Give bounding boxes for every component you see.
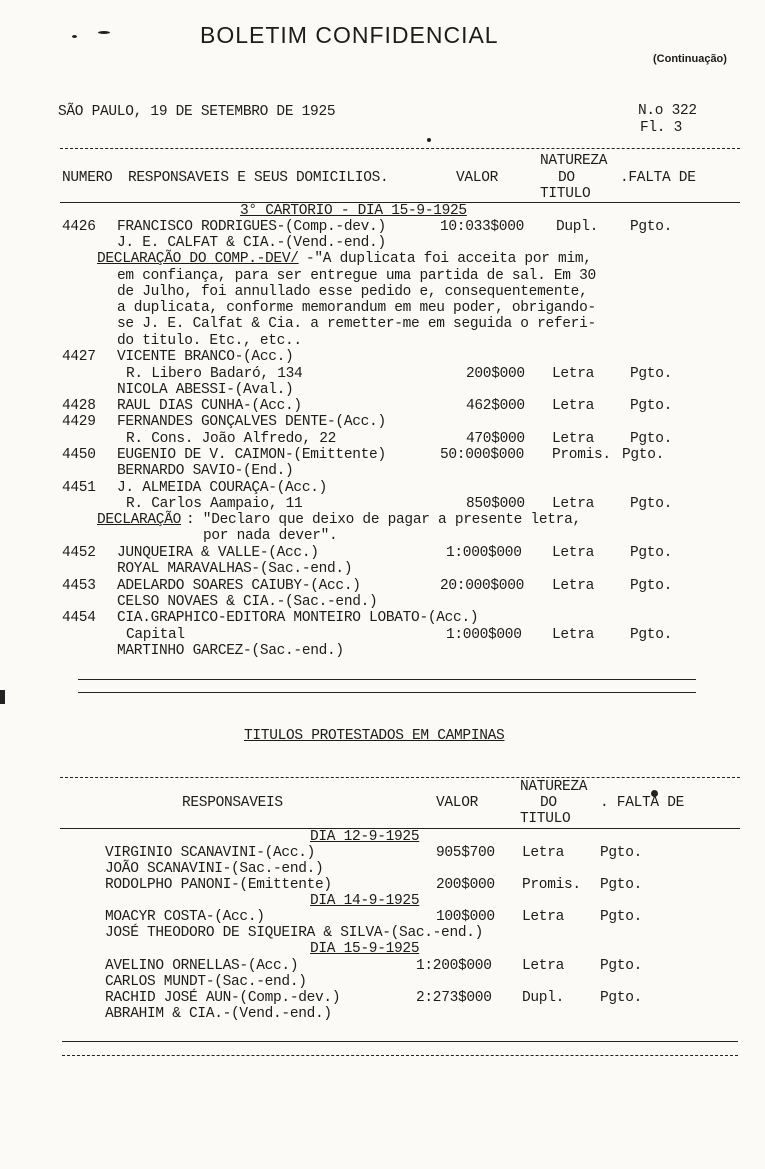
entry-falta: Pgto.	[630, 578, 673, 594]
entry-valor: 850$000	[466, 496, 525, 512]
ink-speck	[0, 690, 5, 704]
entry-text: RODOLPHO PANONI-(Emittente)	[105, 877, 332, 893]
col-valor: VALOR	[436, 795, 479, 811]
ink-speck	[98, 31, 110, 34]
entry-valor: 50:000$000	[440, 447, 525, 463]
entry-text: Capital	[126, 627, 185, 643]
section2-end-rule-dashed	[62, 1055, 738, 1056]
section2-top-rule	[60, 777, 740, 778]
top-rule	[60, 148, 740, 149]
col-natureza-2: DO	[558, 170, 575, 186]
entry-number: 4451	[62, 480, 96, 496]
entry-natureza: Promis.	[552, 447, 611, 463]
declaration-label: DECLARAÇÃO	[97, 512, 182, 528]
col-natureza-2: DO	[540, 795, 557, 811]
declaration-label: DECLARAÇÃO DO COMP.-DEV/	[97, 251, 299, 267]
entry-valor: 470$000	[466, 431, 525, 447]
entry-falta: Pgto.	[622, 447, 665, 463]
entry-text: FRANCISCO RODRIGUES-(Comp.-dev.)	[117, 219, 386, 235]
col-falta: .FALTA DE	[620, 170, 696, 186]
entry-falta: Pgto.	[630, 545, 673, 561]
entry-number: 4452	[62, 545, 96, 561]
entry-text: JOSÉ THEODORO DE SIQUEIRA & SILVA-(Sac.-end.)	[105, 925, 484, 941]
entry-natureza: Letra	[552, 578, 595, 594]
entry-number: 4428	[62, 398, 96, 414]
entry-text: VICENTE BRANCO-(Acc.)	[117, 349, 294, 365]
entry-falta: Pgto.	[600, 909, 643, 925]
entry-valor: 2:273$000	[416, 990, 492, 1006]
entry-number: 4427	[62, 349, 96, 365]
entry-text: R. Carlos Aampaio, 11	[126, 496, 303, 512]
entry-text: AVELINO ORNELLAS-(Acc.)	[105, 958, 299, 974]
entry-text: R. Libero Badaró, 134	[126, 366, 303, 382]
bulletin-number: N.o 322	[638, 103, 697, 119]
entry-natureza: Letra	[522, 958, 565, 974]
entry-falta: Pgto.	[600, 958, 643, 974]
entry-falta: Pgto.	[630, 431, 673, 447]
continuation-label: (Continuação)	[653, 53, 727, 65]
entry-falta: Pgto.	[600, 990, 643, 1006]
entry-text: CARLOS MUNDT-(Sac.-end.)	[105, 974, 307, 990]
declaration-text: em confiança, para ser entregue uma partida de sal. Em 30	[117, 268, 596, 284]
entry-falta: Pgto.	[630, 219, 673, 235]
entry-text: NICOLA ABESSI-(Aval.)	[117, 382, 294, 398]
col-natureza-3: TITULO	[540, 186, 591, 202]
entry-falta: Pgto.	[600, 845, 643, 861]
ink-speck	[72, 35, 77, 38]
cartorio-subheader: 3° CARTORIO - DIA 15-9-1925	[240, 203, 467, 219]
entry-text: JUNQUEIRA & VALLE-(Acc.)	[117, 545, 319, 561]
sheet-number: Fl. 3	[640, 120, 683, 136]
entry-natureza: Promis.	[522, 877, 581, 893]
entry-valor: 462$000	[466, 398, 525, 414]
entry-valor: 10:033$000	[440, 219, 525, 235]
col-responsaveis: RESPONSAVEIS E SEUS DOMICILIOS.	[128, 170, 389, 186]
document-title: BOLETIM CONFIDENCIAL	[200, 22, 499, 48]
entry-valor: 1:000$000	[446, 545, 522, 561]
col-falta: . FALTA DE	[600, 795, 685, 811]
date-subheader: DIA 14-9-1925	[310, 893, 420, 909]
entry-number: 4450	[62, 447, 96, 463]
entry-falta: Pgto.	[630, 366, 673, 382]
entry-text: ROYAL MARAVALHAS-(Sac.-end.)	[117, 561, 353, 577]
entry-text: BERNARDO SAVIO-(End.)	[117, 463, 294, 479]
entry-text: JOÃO SCANAVINI-(Sac.-end.)	[105, 861, 324, 877]
entry-falta: Pgto.	[630, 627, 673, 643]
entry-natureza: Letra	[552, 398, 595, 414]
entry-text: MOACYR COSTA-(Acc.)	[105, 909, 265, 925]
entry-number: 4426	[62, 219, 96, 235]
entry-text: CIA.GRAPHICO-EDITORA MONTEIRO LOBATO-(Acc.)	[117, 610, 479, 626]
entry-falta: Pgto.	[630, 398, 673, 414]
declaration-text: de Julho, foi annullado esse pedido e, consequentemente,	[117, 284, 588, 300]
entry-text: EUGENIO DE V. CAIMON-(Emittente)	[117, 447, 386, 463]
entry-text: VIRGINIO SCANAVINI-(Acc.)	[105, 845, 316, 861]
date-subheader: DIA 12-9-1925	[310, 829, 420, 845]
entry-natureza: Letra	[522, 909, 565, 925]
entry-valor: 1:200$000	[416, 958, 492, 974]
declaration-text: a duplicata, conforme memorandum em meu poder, obrigando-	[117, 300, 596, 316]
col-natureza-1: NATUREZA	[540, 153, 608, 169]
entry-valor: 1:000$000	[446, 627, 522, 643]
entry-natureza: Letra	[552, 545, 595, 561]
entry-text: ABRAHIM & CIA.-(Vend.-end.)	[105, 1006, 332, 1022]
declaration-text: se J. E. Calfat & Cia. a remetter-me em seguida o referi-	[117, 316, 596, 332]
entry-natureza: Dupl.	[556, 219, 599, 235]
col-natureza-1: NATUREZA	[520, 779, 588, 795]
entry-number: 4429	[62, 414, 96, 430]
date-line: SÃO PAULO, 19 DE SETEMBRO DE 1925	[58, 104, 336, 120]
ink-speck	[427, 138, 431, 142]
entry-valor: 100$000	[436, 909, 495, 925]
entry-valor: 20:000$000	[440, 578, 525, 594]
declaration-text: -"A duplicata foi acceita por mim,	[306, 251, 592, 267]
entry-text: J. E. CALFAT & CIA.-(Vend.-end.)	[117, 235, 386, 251]
section1-end-rule	[78, 679, 696, 680]
entry-valor: 905$700	[436, 845, 495, 861]
campinas-heading: TITULOS PROTESTADOS EM CAMPINAS	[244, 728, 505, 744]
entry-valor: 200$000	[466, 366, 525, 382]
declaration-text: : "Declaro que deixo de pagar a presente letra,	[186, 512, 581, 528]
declaration-text: por nada dever".	[203, 528, 338, 544]
entry-text: FERNANDES GONÇALVES DENTE-(Acc.)	[117, 414, 386, 430]
entry-number: 4453	[62, 578, 96, 594]
col-natureza-3: TITULO	[520, 811, 571, 827]
entry-text: R. Cons. João Alfredo, 22	[126, 431, 337, 447]
section2-end-rule	[62, 1041, 738, 1042]
entry-text: RAUL DIAS CUNHA-(Acc.)	[117, 398, 302, 414]
entry-natureza: Dupl.	[522, 990, 565, 1006]
entry-text: J. ALMEIDA COURAÇA-(Acc.)	[117, 480, 328, 496]
entry-number: 4454	[62, 610, 96, 626]
entry-natureza: Letra	[552, 431, 595, 447]
entry-text: ADELARDO SOARES CAIUBY-(Acc.)	[117, 578, 361, 594]
date-subheader: DIA 15-9-1925	[310, 941, 420, 957]
entry-natureza: Letra	[552, 366, 595, 382]
col-valor: VALOR	[456, 170, 499, 186]
col-numero: NUMERO	[62, 170, 113, 186]
entry-falta: Pgto.	[600, 877, 643, 893]
entry-text: MARTINHO GARCEZ-(Sac.-end.)	[117, 643, 344, 659]
entry-natureza: Letra	[552, 627, 595, 643]
entry-falta: Pgto.	[630, 496, 673, 512]
declaration-text: do titulo. Etc., etc..	[117, 333, 302, 349]
entry-natureza: Letra	[552, 496, 595, 512]
section1-end-rule	[78, 692, 696, 693]
col-responsaveis: RESPONSAVEIS	[182, 795, 283, 811]
entry-natureza: Letra	[522, 845, 565, 861]
entry-text: CELSO NOVAES & CIA.-(Sac.-end.)	[117, 594, 378, 610]
entry-valor: 200$000	[436, 877, 495, 893]
entry-text: RACHID JOSÉ AUN-(Comp.-dev.)	[105, 990, 341, 1006]
